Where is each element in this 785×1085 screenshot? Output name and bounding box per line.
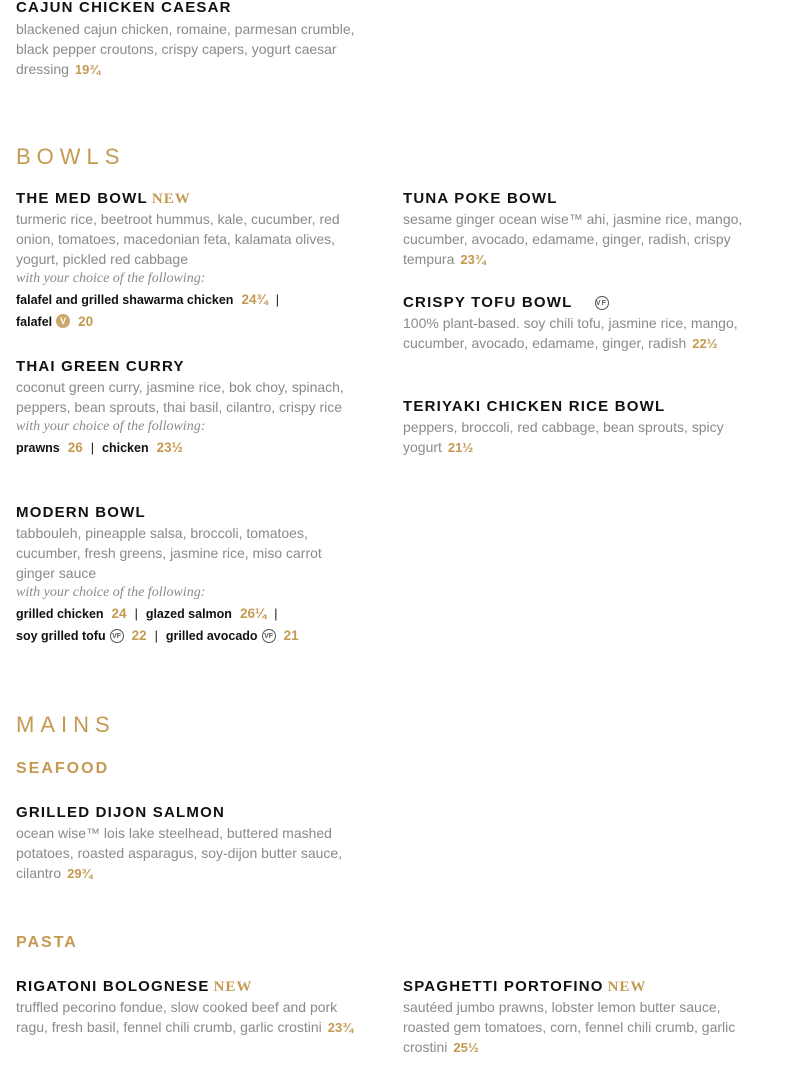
option-name: grilled avocado [165, 629, 258, 643]
option-row [16, 437, 361, 459]
option-row [16, 311, 361, 333]
menu-item-thai-green-curry [16, 357, 361, 459]
separator: | [274, 607, 278, 621]
item-price: 23¾ [327, 1020, 354, 1035]
item-price: 21½ [447, 440, 474, 455]
menu-item-cajun-chicken-caesar [16, 0, 361, 80]
item-description [403, 209, 743, 270]
option-name: grilled chicken [16, 607, 104, 621]
option-price: 21 [283, 628, 299, 643]
menu-item-teriyaki-chicken-rice-bowl [403, 397, 743, 458]
menu-item-tuna-poke-bowl [403, 189, 743, 270]
item-name-row [403, 293, 743, 313]
menu-item-modern-bowl [16, 503, 361, 647]
item-description: tabbouleh, pineapple salsa, broccoli, tomatoes, cucumber, fresh greens, jasmine rice, miso carrot ginger sauce [16, 525, 322, 581]
option-row [16, 625, 361, 647]
item-desc-text: sesame ginger ocean wise™ ahi, jasmine rice, mango, cucumber, avocado, edamame, ginger, radish, crispy tempura [403, 211, 743, 267]
option-price: 24¾ [241, 292, 268, 307]
item-name: CRISPY TOFU BOWL [403, 294, 573, 311]
vegan-friendly-icon: VF [595, 296, 609, 310]
option-row [16, 603, 361, 625]
option-price: 23½ [156, 440, 183, 455]
item-name-row [16, 977, 361, 997]
item-name: TERIYAKI CHICKEN RICE BOWL [403, 398, 666, 415]
menu-item-grilled-dijon-salmon [16, 803, 361, 884]
option-name: soy grilled tofu [16, 629, 106, 643]
item-price: 22½ [692, 336, 718, 351]
vegetarian-icon: V [56, 314, 70, 328]
menu-item-crispy-tofu-bowl [403, 293, 743, 354]
option-price: 24 [111, 606, 127, 621]
item-name: MODERN BOWL [16, 504, 146, 521]
item-desc-text: ocean wise™ lois lake steelhead, buttered mashed potatoes, roasted asparagus, soy-dijon butter sauce, cilantro [16, 825, 343, 881]
item-desc-text: blackened cajun chicken, romaine, parmesan crumble, black pepper croutons, crispy capers, yogurt caesar dressing [16, 21, 355, 77]
item-desc-text: 100% plant-based. soy chili tofu, jasmine rice, mango, cucumber, avocado, edamame, ginger, radish [403, 315, 738, 351]
item-name: RIGATONI BOLOGNESE [16, 978, 210, 995]
item-name: THAI GREEN CURRY [16, 358, 185, 375]
option-name: prawns [16, 441, 60, 455]
item-name: GRILLED DIJON SALMON [16, 804, 226, 821]
separator: | [134, 607, 138, 621]
separator: | [90, 441, 95, 455]
option-row [16, 289, 361, 311]
item-price: 29¾ [67, 866, 93, 881]
option-name: chicken [102, 441, 149, 455]
item-price: 25½ [453, 1040, 479, 1055]
item-description [403, 313, 743, 354]
item-description [403, 997, 743, 1058]
item-description [16, 823, 361, 884]
new-tag: NEW [607, 979, 647, 995]
section-title-mains: MAINS [16, 712, 116, 737]
item-desc-text: sautéed jumbo prawns, lobster lemon butter sauce, roasted gem tomatoes, corn, fennel chili crumb, garlic crostini [403, 999, 736, 1055]
separator: | [154, 629, 158, 643]
item-description: turmeric rice, beetroot hummus, kale, cucumber, red onion, tomatoes, macedonian feta, kalamata olives, yogurt, pickled red cabbage [16, 211, 340, 267]
item-name-row [403, 977, 743, 997]
section-title-bowls: BOWLS [16, 144, 126, 169]
option-name: glazed salmon [145, 607, 232, 621]
option-price: 26¼ [239, 606, 267, 621]
item-name: CAJUN CHICKEN CAESAR [16, 0, 232, 16]
vegan-friendly-icon: VF [110, 629, 124, 643]
item-name: THE MED BOWL [16, 190, 148, 207]
option-name: falafel and grilled shawarma chicken [16, 293, 234, 307]
separator: | [275, 293, 279, 307]
item-price: 23¾ [460, 252, 486, 267]
item-name: SPAGHETTI PORTOFINO [403, 978, 604, 995]
option-price: 22 [131, 628, 147, 643]
vegan-friendly-icon: VF [262, 629, 276, 643]
new-tag: NEW [213, 979, 253, 995]
option-price: 20 [78, 314, 94, 329]
option-name: falafel [16, 315, 53, 329]
new-tag: NEW [151, 191, 191, 207]
subsection-title-pasta: PASTA [16, 934, 78, 951]
menu-item-spaghetti-portofino [403, 977, 743, 1058]
menu-item-rigatoni-bolognese [16, 977, 361, 1038]
subsection-title-seafood: SEAFOOD [16, 760, 110, 777]
item-name-row [16, 189, 361, 209]
item-description [403, 417, 743, 458]
choice-note: with your choice of the following: [16, 585, 206, 600]
item-description: coconut green curry, jasmine rice, bok choy, spinach, peppers, bean sprouts, thai basil, cilantro, crispy rice [16, 379, 344, 415]
item-description [16, 997, 361, 1038]
item-description [16, 19, 361, 80]
menu-item-med-bowl [16, 189, 361, 333]
item-desc-text: truffled pecorino fondue, slow cooked beef and pork ragu, fresh basil, fennel chili crumb, garlic crostini [16, 999, 338, 1035]
option-price: 26 [67, 440, 83, 455]
item-name: TUNA POKE BOWL [403, 190, 558, 207]
item-desc-text: peppers, broccoli, red cabbage, bean sprouts, spicy yogurt [403, 419, 724, 455]
choice-note: with your choice of the following: [16, 271, 206, 286]
choice-note: with your choice of the following: [16, 419, 206, 434]
item-price: 19¾ [74, 62, 101, 77]
